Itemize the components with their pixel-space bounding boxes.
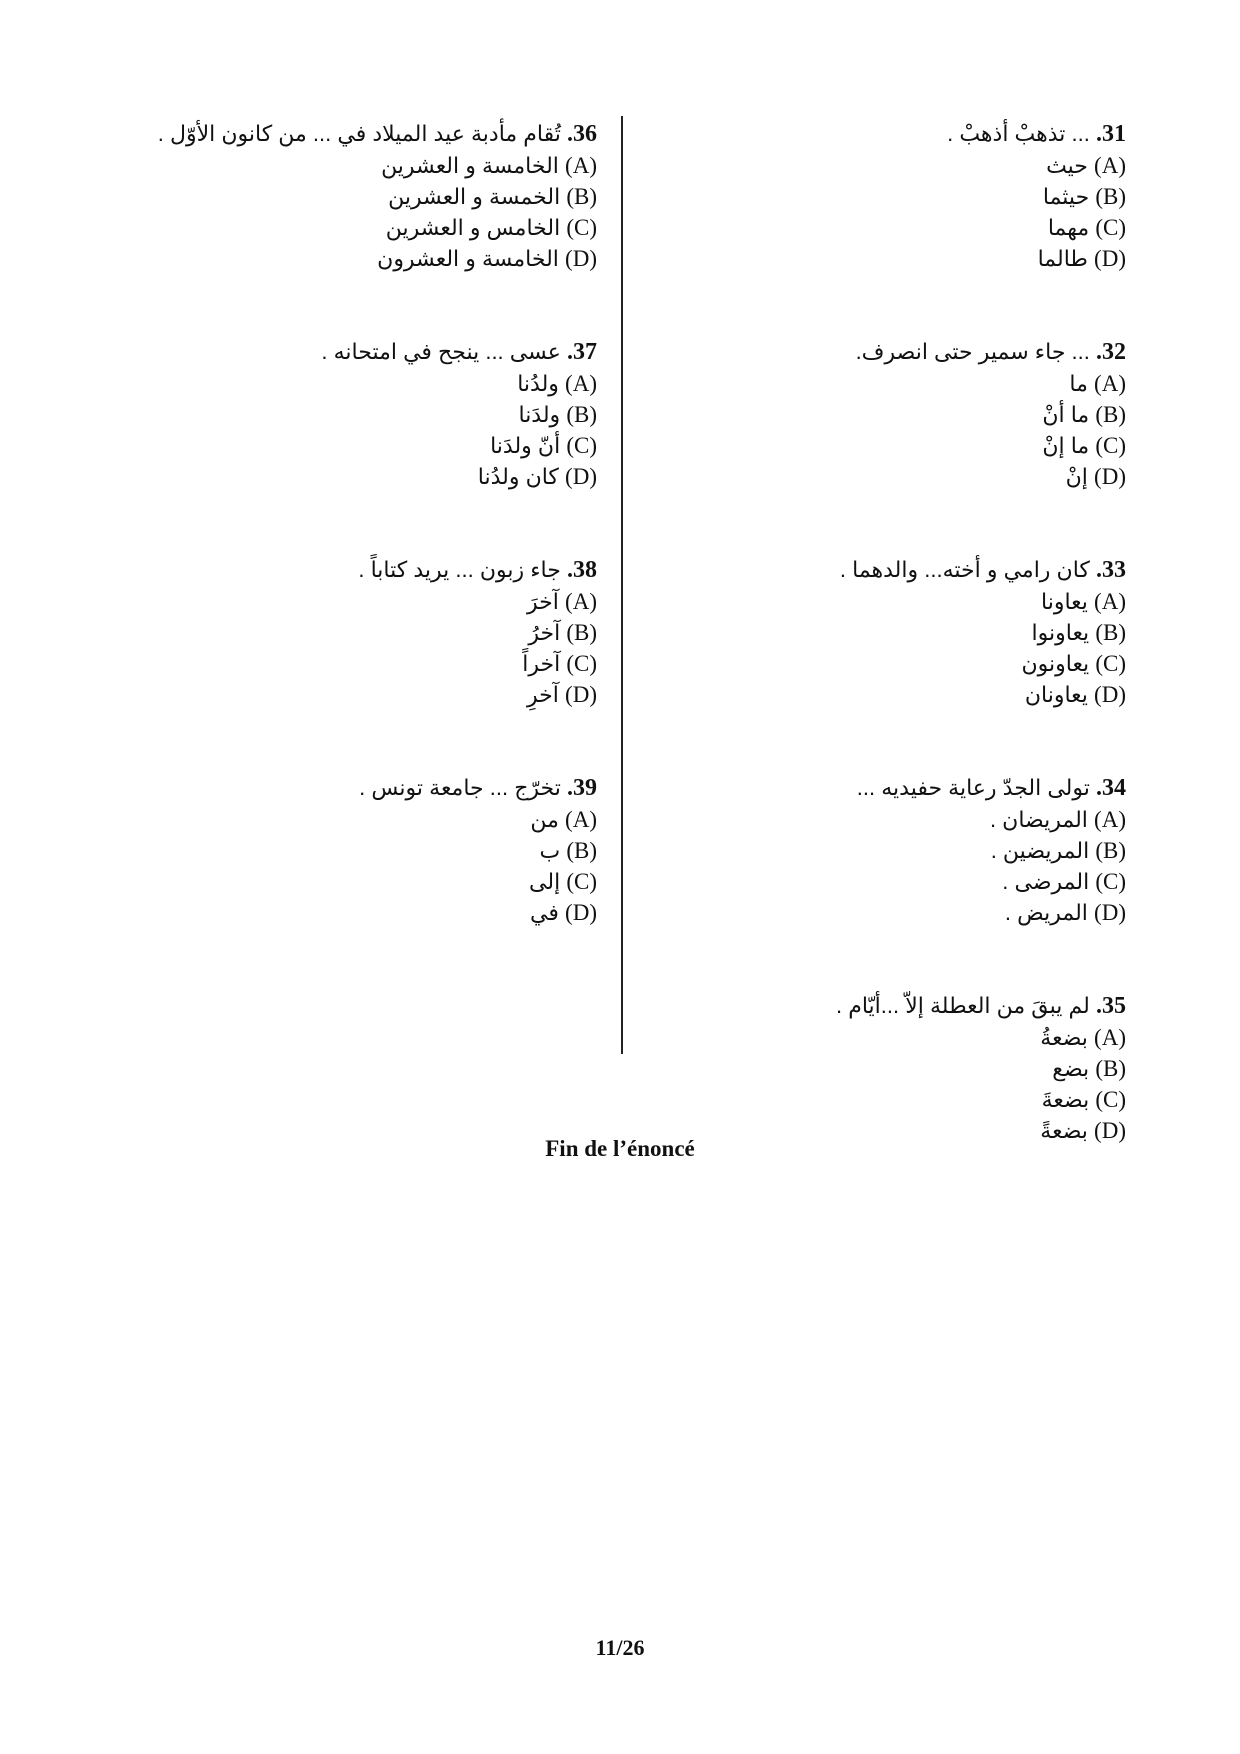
option-a [97, 150, 597, 181]
option-letter: (D) [565, 464, 597, 489]
option-letter: (C) [1095, 433, 1126, 458]
question-36 [97, 118, 597, 274]
option-text: كان ولدُنا [477, 464, 559, 489]
question-number: 39. [567, 775, 597, 801]
option-letter: (C) [566, 215, 597, 240]
question-37 [97, 336, 597, 492]
option-a [656, 586, 1126, 617]
option-text: الخامسة و العشرين [381, 153, 559, 178]
option-b [97, 617, 597, 648]
option-c [656, 430, 1126, 461]
option-d [97, 461, 597, 492]
column-divider [621, 116, 623, 1054]
option-text: المرضى . [1002, 869, 1090, 894]
option-letter: (A) [1094, 1025, 1126, 1050]
option-text: المريض . [1004, 900, 1088, 925]
option-letter: (D) [1094, 900, 1126, 925]
option-b [97, 399, 597, 430]
option-a [656, 1022, 1126, 1053]
option-c [97, 430, 597, 461]
option-c [656, 212, 1126, 243]
option-b [656, 835, 1126, 866]
option-d [656, 461, 1126, 492]
option-letter: (A) [565, 153, 597, 178]
option-d [656, 679, 1126, 710]
option-text: مهما [1047, 215, 1090, 240]
option-letter: (C) [1095, 651, 1126, 676]
option-text: بضعةُ [1040, 1025, 1088, 1050]
option-text: المريضان . [989, 807, 1088, 832]
option-letter: (D) [565, 900, 597, 925]
option-a [97, 804, 597, 835]
option-b [656, 399, 1126, 430]
option-a [656, 368, 1126, 399]
option-text: ما إنْ [1042, 433, 1090, 458]
option-letter: (C) [566, 433, 597, 458]
option-text: في [530, 900, 559, 925]
question-text: تخرّج ... جامعة تونس . [359, 775, 561, 800]
option-b [656, 181, 1126, 212]
option-letter: (B) [1095, 1056, 1126, 1081]
option-c [97, 648, 597, 679]
option-text: ولدَنا [518, 402, 561, 427]
option-text: بضعةَ [1041, 1087, 1090, 1112]
option-d [97, 679, 597, 710]
question-text: لم يبقَ من العطلة إلاّ ...أيّام . [835, 993, 1090, 1018]
option-text: آخرَ [527, 589, 559, 614]
option-d [656, 897, 1126, 928]
question-31 [656, 118, 1126, 274]
option-letter: (C) [1095, 869, 1126, 894]
question-text: عسى ... ينجح في امتحانه . [321, 339, 561, 364]
option-letter: (B) [1095, 402, 1126, 427]
option-letter: (A) [565, 589, 597, 614]
question-number: 33. [1096, 557, 1126, 583]
option-letter: (D) [1094, 1118, 1126, 1143]
option-text: بضعةً [1040, 1118, 1088, 1143]
option-text: ما أنْ [1042, 402, 1090, 427]
option-text: طالما [1037, 246, 1088, 271]
option-a [656, 150, 1126, 181]
option-letter: (C) [566, 651, 597, 676]
option-letter: (A) [1094, 371, 1126, 396]
option-text: يعاونا [1041, 589, 1088, 614]
option-text: المريضين . [990, 838, 1090, 863]
option-b [97, 835, 597, 866]
option-a [97, 586, 597, 617]
option-a [97, 368, 597, 399]
option-text: يعاونان [1024, 682, 1088, 707]
option-text: ب [539, 838, 561, 863]
question-text: تُقام مأدبة عيد الميلاد في ... من كانون الأوّل . [157, 121, 561, 146]
question-text: تولى الجدّ رعاية حفيديه ... [856, 775, 1090, 800]
question-number: 37. [567, 339, 597, 365]
option-letter: (B) [566, 620, 597, 645]
question-35 [656, 990, 1126, 1146]
question-text: كان رامي و أخته... والدهما . [839, 557, 1090, 582]
option-letter: (C) [1095, 215, 1126, 240]
option-letter: (A) [1094, 589, 1126, 614]
option-letter: (B) [566, 838, 597, 863]
option-text: من [530, 807, 559, 832]
option-a [656, 804, 1126, 835]
option-letter: (C) [1095, 1087, 1126, 1112]
option-text: بضع [1052, 1056, 1090, 1081]
option-text: آخراً [522, 651, 561, 676]
option-c [656, 1084, 1126, 1115]
question-text: جاء زبون ... يريد كتاباً . [358, 557, 561, 582]
option-letter: (A) [565, 371, 597, 396]
option-letter: (D) [1094, 246, 1126, 271]
option-c [656, 648, 1126, 679]
option-b [97, 181, 597, 212]
option-letter: (D) [565, 682, 597, 707]
option-text: أنّ ولدَنا [490, 433, 561, 458]
question-number: 32. [1096, 339, 1126, 365]
option-letter: (C) [566, 869, 597, 894]
option-letter: (D) [1094, 682, 1126, 707]
question-34 [656, 772, 1126, 928]
option-letter: (D) [565, 246, 597, 271]
option-b [656, 617, 1126, 648]
option-text: آخرُ [528, 620, 561, 645]
option-text: الخمسة و العشرين [388, 184, 561, 209]
question-number: 38. [567, 557, 597, 583]
option-c [656, 866, 1126, 897]
end-of-statement-note: Fin de l’énoncé [545, 1136, 695, 1161]
question-number: 31. [1096, 121, 1126, 147]
option-text: الخامسة و العشرون [377, 246, 559, 271]
option-letter: (A) [565, 807, 597, 832]
option-text: ما [1069, 371, 1088, 396]
option-b [656, 1053, 1126, 1084]
option-d [656, 243, 1126, 274]
question-number: 35. [1096, 993, 1126, 1019]
option-d [97, 897, 597, 928]
questions-column-right [656, 118, 1126, 1208]
question-38 [97, 554, 597, 710]
option-text: ولدُنا [517, 371, 559, 396]
option-d [97, 243, 597, 274]
option-text: يعاونوا [1031, 620, 1090, 645]
option-text: إلى [529, 869, 561, 894]
option-text: آخرِ [527, 682, 559, 707]
option-letter: (D) [1094, 464, 1126, 489]
option-letter: (B) [1095, 838, 1126, 863]
option-text: يعاونون [1021, 651, 1090, 676]
option-letter: (A) [1094, 807, 1126, 832]
option-text: حيث [1046, 153, 1088, 178]
questions-column-left [97, 118, 597, 990]
option-letter: (B) [566, 184, 597, 209]
option-letter: (B) [566, 402, 597, 427]
option-text: إنْ [1065, 464, 1088, 489]
option-letter: (B) [1095, 184, 1126, 209]
question-32 [656, 336, 1126, 492]
question-text: ... تذهبْ أذهبْ . [947, 121, 1090, 146]
question-text: ... جاء سمير حتى انصرف. [855, 339, 1090, 364]
option-letter: (A) [1094, 153, 1126, 178]
option-text: حيثما [1042, 184, 1090, 209]
option-letter: (B) [1095, 620, 1126, 645]
option-text: الخامس و العشرين [385, 215, 561, 240]
question-39 [97, 772, 597, 928]
question-number: 36. [567, 121, 597, 147]
question-number: 34. [1096, 775, 1126, 801]
option-c [97, 212, 597, 243]
option-c [97, 866, 597, 897]
page-number: 11/26 [595, 1635, 645, 1660]
question-33 [656, 554, 1126, 710]
